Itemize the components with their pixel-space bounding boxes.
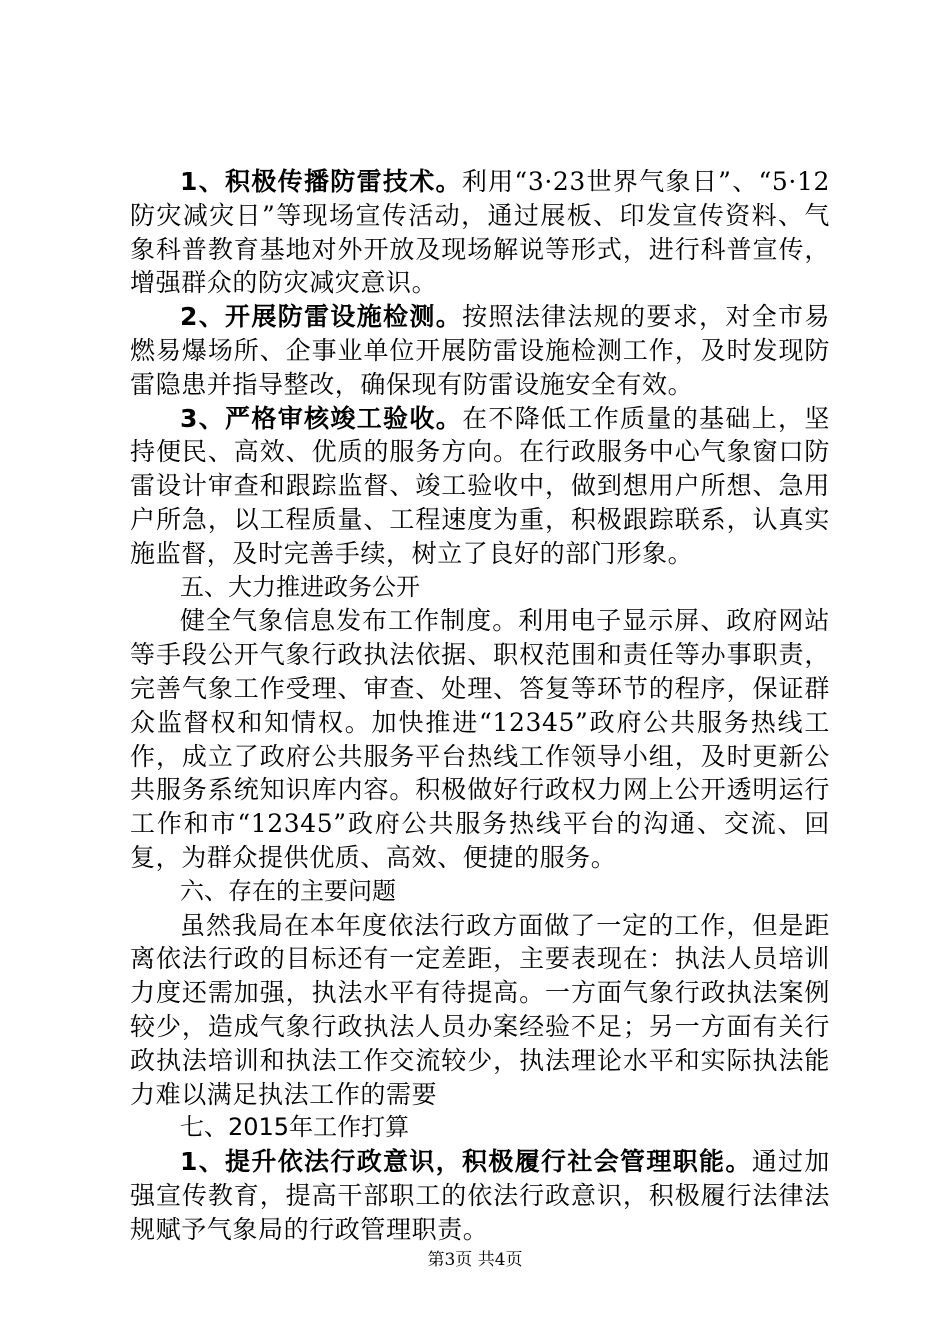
paragraph-lead: 3、严格审核竣工验收。 — [180, 403, 463, 433]
section-text-6: 虽然我局在本年度依法行政方面做了一定的工作，但是距离依法行政的目标还有一定差距，主要表现在：执法人员培训力度还需加强，执法水平有待提高。一方面气象行政执法案例较少，造成气象行政执法人员办案经验不足；另一方面有关行政执法培训和执法工作交流较少，执法理论水平和实际执法能力难以满足执法工作的需要 — [130, 910, 830, 1109]
paragraph-text: 在不降低工作质量的基础上，坚持便民、高效、优质的服务方向。在行政服务中心气象窗口防雷设计审查和跟踪监督、竣工验收中，做到想用户所想、急用户所急，以工程质量、工程速度为重，积极跟踪联系，认真实施监督，及时完善手续，树立了良好的部门形象。 — [130, 403, 830, 568]
section-heading-5: 五、大力推进政务公开 — [180, 572, 420, 601]
paragraph-lead: 2、开展防雷设施检测。 — [180, 302, 463, 332]
document-body — [130, 165, 830, 1247]
paragraph-lightning-tech — [130, 165, 830, 300]
paragraph-facility-inspection — [130, 300, 830, 401]
section-text-5: 健全气象信息发布工作制度。利用电子显示屏、政府网站等手段公开气象行政执法依据、职权范围和责任等办事职责，完善气象工作受理、审查、处理、答复等环节的程序，保证群众监督权和知情权。加快推进“12345”政府公共服务热线工作，成立了政府公共服务平台热线工作领导小组，及时更新公共服务系统知识库内容。积极做好行政权力网上公开透明运行工作和市“12345”政府公共服务热线平台的沟通、交流、回复，为群众提供优质、高效、便捷的服务。 — [130, 606, 830, 872]
paragraph-text: 通过加强宣传教育，提高干部职工的依法行政意识，积极履行法律法规赋予气象局的行政管理职责。 — [130, 1147, 830, 1244]
paragraph-acceptance-review — [130, 402, 830, 571]
section-text-7 — [130, 1145, 830, 1246]
section-heading-6: 六、存在的主要问题 — [180, 876, 396, 905]
page-number-footer: 第3页 共4页 — [427, 1250, 523, 1270]
paragraph-text: 按照法律法规的要求，对全市易燃易爆场所、企事业单位开展防雷设施检测工作，及时发现防雷隐患并指导整改，确保现有防雷设施安全有效。 — [130, 302, 830, 399]
paragraph-lead: 1、积极传播防雷技术。 — [180, 167, 462, 196]
section-heading-7: 七、2015年工作打算 — [180, 1113, 410, 1142]
paragraph-text: 利用“3·23世界气象日”、“5·12防灾减灾日”等现场宣传活动，通过展板、印发宣传资料、气象科普教育基地对外开放及现场解说等形式，进行科普宣传，增强群众的防灾减灾意识。 — [130, 167, 830, 298]
paragraph-lead: 1、提升依法行政意识，积极履行社会管理职能。 — [180, 1147, 752, 1177]
